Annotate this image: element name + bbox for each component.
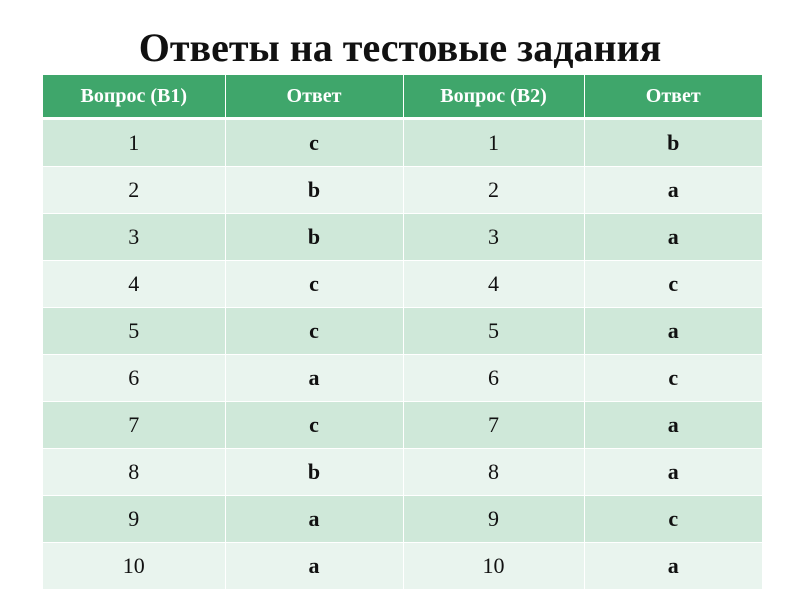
question-number-v2: 3 (403, 214, 584, 261)
question-number-v1: 5 (43, 308, 225, 355)
answer-v2: a (584, 214, 762, 261)
answer-v1: c (225, 261, 403, 308)
question-number-v2: 2 (403, 167, 584, 214)
question-number-v1: 4 (43, 261, 225, 308)
answer-v1: b (225, 214, 403, 261)
answer-v1: b (225, 449, 403, 496)
question-number-v1: 6 (43, 355, 225, 402)
table-row (43, 355, 762, 402)
column-header-answer-v1: Ответ (225, 75, 403, 119)
question-number-v1: 2 (43, 167, 225, 214)
answer-v2: b (584, 119, 762, 167)
answer-v2: c (584, 496, 762, 543)
answer-v2: a (584, 449, 762, 496)
table-row (43, 261, 762, 308)
question-number-v2: 7 (403, 402, 584, 449)
question-number-v1: 3 (43, 214, 225, 261)
question-number-v1: 8 (43, 449, 225, 496)
answer-v1: a (225, 355, 403, 402)
table-row (43, 214, 762, 261)
table-row (43, 167, 762, 214)
question-number-v1: 9 (43, 496, 225, 543)
table-row (43, 449, 762, 496)
page-title: Ответы на тестовые задания (138, 25, 662, 70)
table-row (43, 496, 762, 543)
answer-v2: a (584, 402, 762, 449)
answer-v1: c (225, 308, 403, 355)
answer-v2: c (584, 261, 762, 308)
question-number-v2: 1 (403, 119, 584, 167)
answer-v2: c (584, 355, 762, 402)
answer-v2: a (584, 543, 762, 590)
question-number-v2: 4 (403, 261, 584, 308)
question-number-v1: 7 (43, 402, 225, 449)
answer-v2: a (584, 167, 762, 214)
table-row (43, 119, 762, 167)
table-header-row (43, 75, 762, 119)
question-number-v2: 9 (403, 496, 584, 543)
answer-v1: a (225, 543, 403, 590)
answer-v1: a (225, 496, 403, 543)
question-number-v1: 1 (43, 119, 225, 167)
question-number-v2: 6 (403, 355, 584, 402)
question-number-v1: 10 (43, 543, 225, 590)
answer-v1: c (225, 119, 403, 167)
question-number-v2: 10 (403, 543, 584, 590)
answer-v1: c (225, 402, 403, 449)
column-header-answer-v2: Ответ (584, 75, 762, 119)
question-number-v2: 5 (403, 308, 584, 355)
answer-v1: b (225, 167, 403, 214)
column-header-question-v2: Вопрос (В2) (403, 75, 584, 119)
column-header-question-v1: Вопрос (В1) (43, 75, 225, 119)
table-row (43, 308, 762, 355)
table-row (43, 543, 762, 590)
answer-v2: a (584, 308, 762, 355)
question-number-v2: 8 (403, 449, 584, 496)
answers-table (43, 75, 762, 590)
table-row (43, 402, 762, 449)
